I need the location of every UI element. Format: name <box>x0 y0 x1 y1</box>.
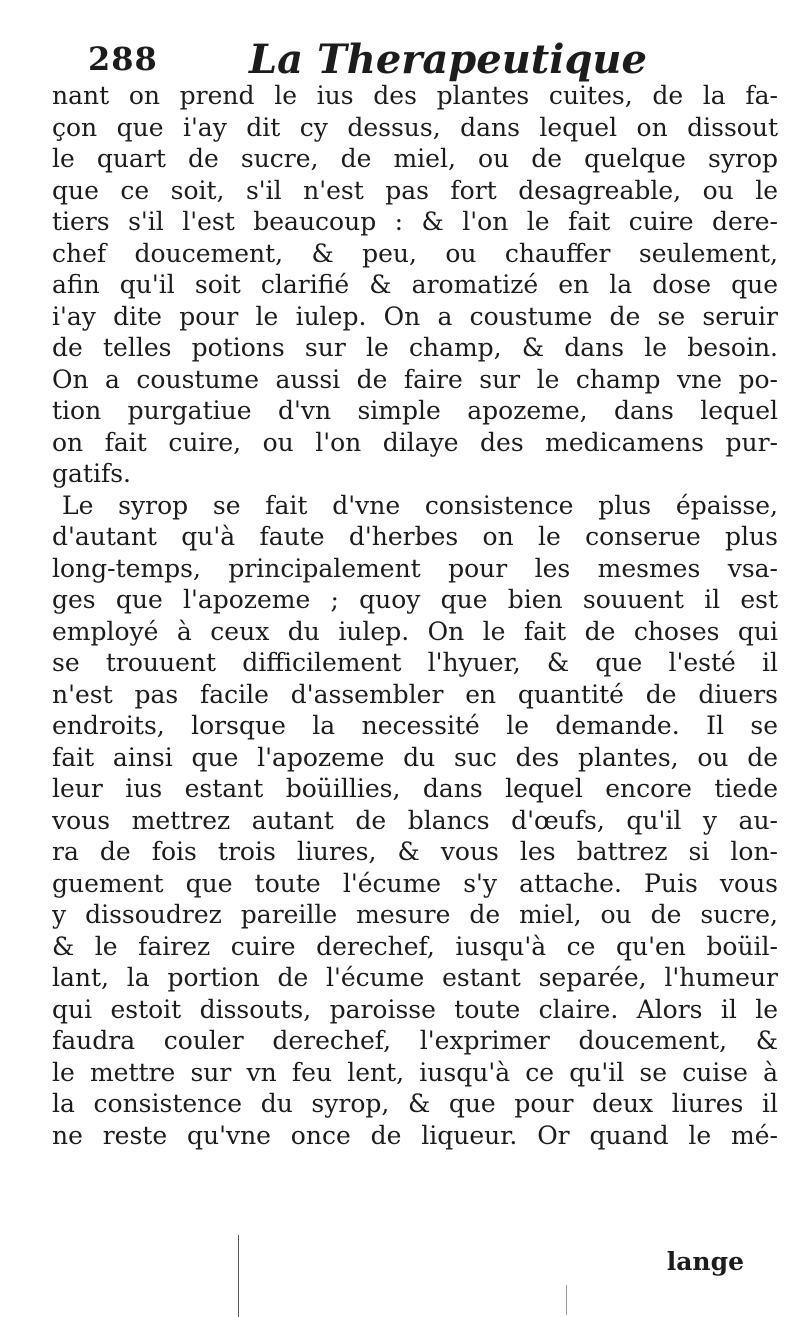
text-line: vous mettrez autant de blancs d'œufs, qu'il y au- <box>52 805 778 835</box>
text-line: se trouuent difficilement l'hyuer, & que l'esté il <box>52 648 778 677</box>
text-line: y dissoudrez pareille mesure de miel, ou de sucre, <box>52 900 778 929</box>
text-line: tiers s'il l'est beaucoup : & l'on le fait cuire dere- <box>52 207 778 236</box>
catchword: lange <box>666 1247 744 1276</box>
text-line: ges que l'apozeme ; quoy que bien souuent il est <box>52 585 778 614</box>
text-line: le quart de sucre, de miel, ou de quelque syrop <box>52 144 778 173</box>
text-line: ra de fois trois liures, & vous les battrez si lon- <box>52 837 778 866</box>
text-line: d'autant qu'à faute d'herbes on le conserue plus <box>52 522 778 551</box>
text-line: le mettre sur vn feu lent, iusqu'à ce qu'il se cuise à <box>52 1057 778 1087</box>
ink-mark <box>238 1235 239 1317</box>
text-line-paragraph-end: gatifs. <box>52 459 131 488</box>
text-line: ne reste qu'vne once de liqueur. Or quand le mé- <box>52 1120 778 1150</box>
text-line: n'est pas facile d'assembler en quantité de diuers <box>52 679 778 709</box>
text-line: qui estoit dissouts, paroisse toute claire. Alors il le <box>52 994 778 1024</box>
running-title: La Therapeutique <box>249 36 647 83</box>
text-line: endroits, lorsque la necessité le demande. Il se <box>52 711 778 740</box>
text-line: & le fairez cuire derechef, iusqu'à ce qu'en boüil- <box>52 931 778 961</box>
running-head <box>88 36 768 82</box>
body-text <box>52 80 778 1151</box>
text-line: faudra couler derechef, l'exprimer doucement, & <box>52 1026 778 1055</box>
text-line: chef doucement, & peu, ou chauffer seulement, <box>52 238 778 268</box>
text-line: de telles potions sur le champ, & dans le besoin. <box>52 333 778 362</box>
text-line: employé à ceux du iulep. On le fait de choses qui <box>52 616 778 646</box>
text-line: guement que toute l'écume s'y attache. Puis vous <box>52 868 778 898</box>
text-line: On a coustume aussi de faire sur le champ vne po- <box>52 364 778 394</box>
text-line: i'ay dite pour le iulep. On a coustume de se seruir <box>52 301 778 331</box>
page-number: 288 <box>88 40 158 78</box>
text-line: leur ius estant boüillies, dans lequel encore tiede <box>52 774 778 803</box>
text-line: çon que i'ay dit cy dessus, dans lequel on dissout <box>52 112 778 142</box>
text-line: fait ainsi que l'apozeme du suc des plantes, ou de <box>52 742 778 772</box>
text-line: on fait cuire, ou l'on dilaye des medicamens pur- <box>52 427 778 457</box>
text-line: la consistence du syrop, & que pour deux liures il <box>52 1089 778 1118</box>
text-line-paragraph-start: Le syrop se fait d'vne consistence plus épaisse, <box>62 490 778 520</box>
ink-mark <box>566 1285 567 1315</box>
text-line: tion purgatiue d'vn simple apozeme, dans lequel <box>52 396 778 425</box>
text-line: nant on prend le ius des plantes cuites, de la fa- <box>52 81 778 110</box>
text-line: afin qu'il soit clarifié & aromatizé en la dose que <box>52 270 778 299</box>
text-line: long-temps, principalement pour les mesmes vsa- <box>52 553 778 583</box>
text-line: que ce soit, s'il n'est pas fort desagreable, ou le <box>52 175 778 205</box>
text-line: lant, la portion de l'écume estant separée, l'humeur <box>52 963 778 992</box>
